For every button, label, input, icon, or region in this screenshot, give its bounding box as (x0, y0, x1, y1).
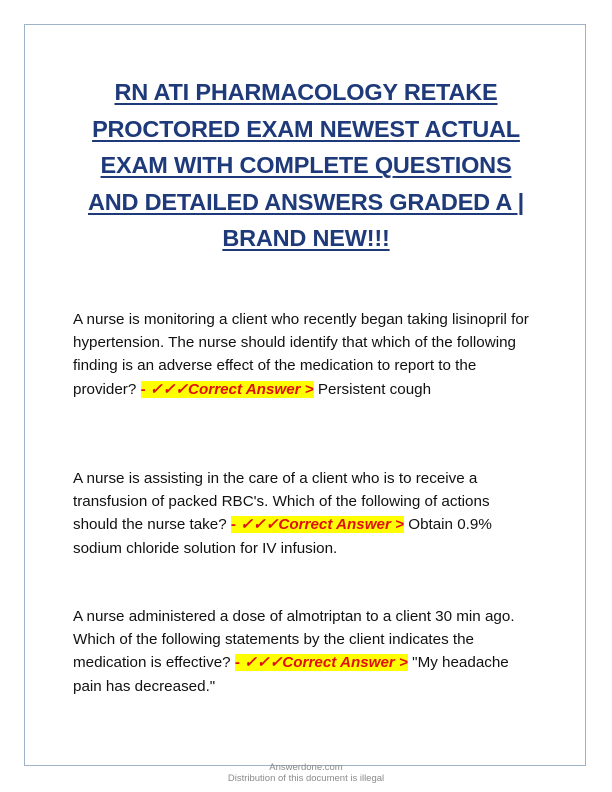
watermark-notice: Distribution of this document is illegal (227, 773, 385, 784)
answer-text: Persistent cough (317, 380, 432, 398)
title-line: AND DETAILED ANSWERS GRADED A | (88, 188, 524, 215)
title-line: BRAND NEW!!! (222, 225, 390, 251)
title-line: EXAM WITH COMPLETE QUESTIONS (100, 152, 512, 178)
document-title (70, 74, 542, 257)
question-block (73, 308, 538, 401)
correct-answer-marker (231, 516, 404, 533)
marker-label: ✓✓✓Correct Answer > (149, 380, 314, 398)
watermark-site: Answerdone.com (269, 762, 343, 773)
answer-text: "My headache pain has decreased." (73, 654, 509, 695)
title-line: RN ATI PHARMACOLOGY RETAKE (114, 79, 498, 105)
question-text: A nurse is assisting in the care of a client who is to receive a transfusion of packed RBC's. Which of the following of actions should the nurse take? (73, 470, 490, 534)
question-text: A nurse is monitoring a client who recently began taking lisinopril for hypertension. The nurse should identify that which of the following finding is an adverse effect of the medication to report to the provider? (73, 311, 529, 398)
correct-answer-marker (141, 381, 314, 398)
marker-dash: - (140, 380, 146, 398)
correct-answer-marker (235, 654, 408, 671)
title-line: PROCTORED EXAM NEWEST ACTUAL (92, 115, 520, 142)
question-block (73, 467, 538, 560)
marker-dash: - (230, 516, 236, 534)
marker-label: ✓✓✓Correct Answer > (240, 516, 405, 534)
question-block (73, 605, 538, 698)
marker-dash: - (234, 654, 240, 672)
answer-text: Obtain 0.9% sodium chloride solution for IV infusion. (73, 516, 492, 557)
question-text: A nurse administered a dose of almotriptan to a client 30 min ago. Which of the following statements by the client indicates the medication is effective? (73, 608, 515, 672)
marker-label: ✓✓✓Correct Answer > (244, 654, 408, 672)
